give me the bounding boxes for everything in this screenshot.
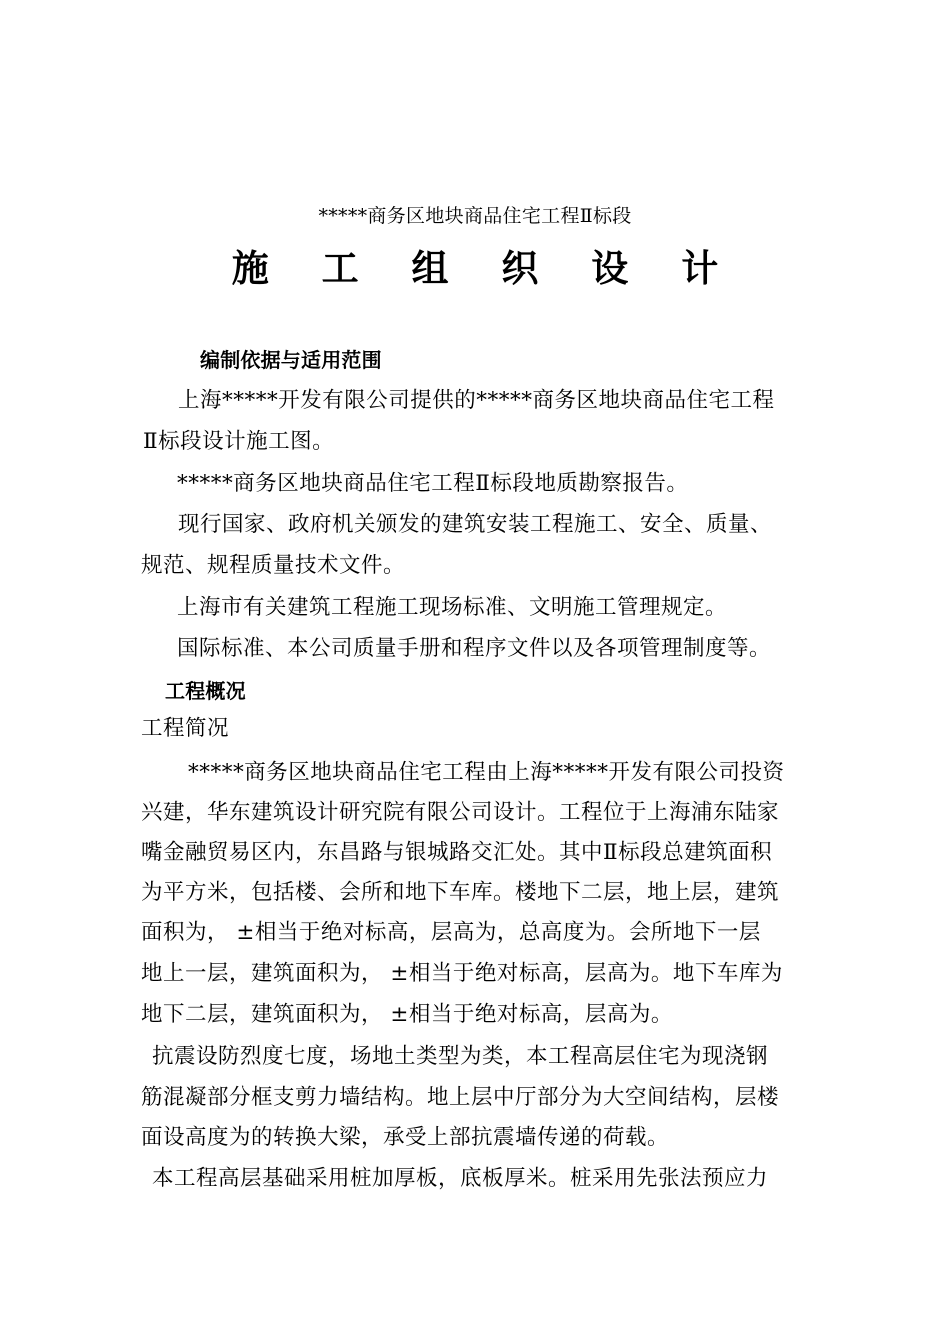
paragraph-line: 上海*****开发有限公司提供的*****商务区地块商品住宅工程 <box>178 388 775 413</box>
paragraph-line: 嘴金融贸易区内，东昌路与银城路交汇处。其中Ⅱ标段总建筑面积 <box>141 840 773 865</box>
paragraph-line: 抗震设防烈度七度，场地土类型为类，本工程高层住宅为现浇钢 <box>152 1044 769 1069</box>
section-heading-basis: 编制依据与适用范围 <box>200 348 382 372</box>
paragraph-line: 面积为， ±相当于绝对标高，层高为，总高度为。会所地下一层 <box>141 920 761 945</box>
paragraph-line: 面设高度为的转换大梁，承受上部抗震墙传递的荷载。 <box>141 1125 670 1150</box>
paragraph-line: 国际标准、本公司质量手册和程序文件以及各项管理制度等。 <box>177 636 772 661</box>
paragraph-line: 为平方米，包括楼、会所和地下车库。楼地下二层，地上层，建筑 <box>141 880 780 905</box>
paragraph-line: Ⅱ标段设计施工图。 <box>143 429 335 454</box>
subsection-heading: 工程简况 <box>141 716 230 741</box>
section-heading-overview: 工程概况 <box>165 679 246 703</box>
paragraph-line: 现行国家、政府机关颁发的建筑安装工程施工、安全、质量、 <box>178 512 773 537</box>
paragraph-line: *****商务区地块商品住宅工程由上海*****开发有限公司投资 <box>188 760 785 785</box>
paragraph-line: 地上一层，建筑面积为， ±相当于绝对标高，层高为。地下车库为 <box>141 961 783 986</box>
paragraph-line: 兴建，华东建筑设计研究院有限公司设计。工程位于上海浦东陆家 <box>141 800 780 825</box>
paragraph-line: *****商务区地块商品住宅工程Ⅱ标段地质勘察报告。 <box>177 471 689 496</box>
document-subtitle: *****商务区地块商品住宅工程Ⅱ标段 <box>318 205 632 227</box>
paragraph-line: 筋混凝部分框支剪力墙结构。地上层中厅部分为大空间结构，层楼 <box>141 1085 780 1110</box>
document-title: 施 工 组 织 设 计 <box>231 247 739 290</box>
paragraph-line: 规范、规程质量技术文件。 <box>141 553 406 578</box>
paragraph-line: 上海市有关建筑工程施工现场标准、文明施工管理规定。 <box>177 595 728 620</box>
paragraph-line: 本工程高层基础采用桩加厚板，底板厚米。桩采用先张法预应力 <box>152 1166 769 1191</box>
paragraph-line: 地下二层，建筑面积为， ±相当于绝对标高，层高为。 <box>141 1002 673 1027</box>
